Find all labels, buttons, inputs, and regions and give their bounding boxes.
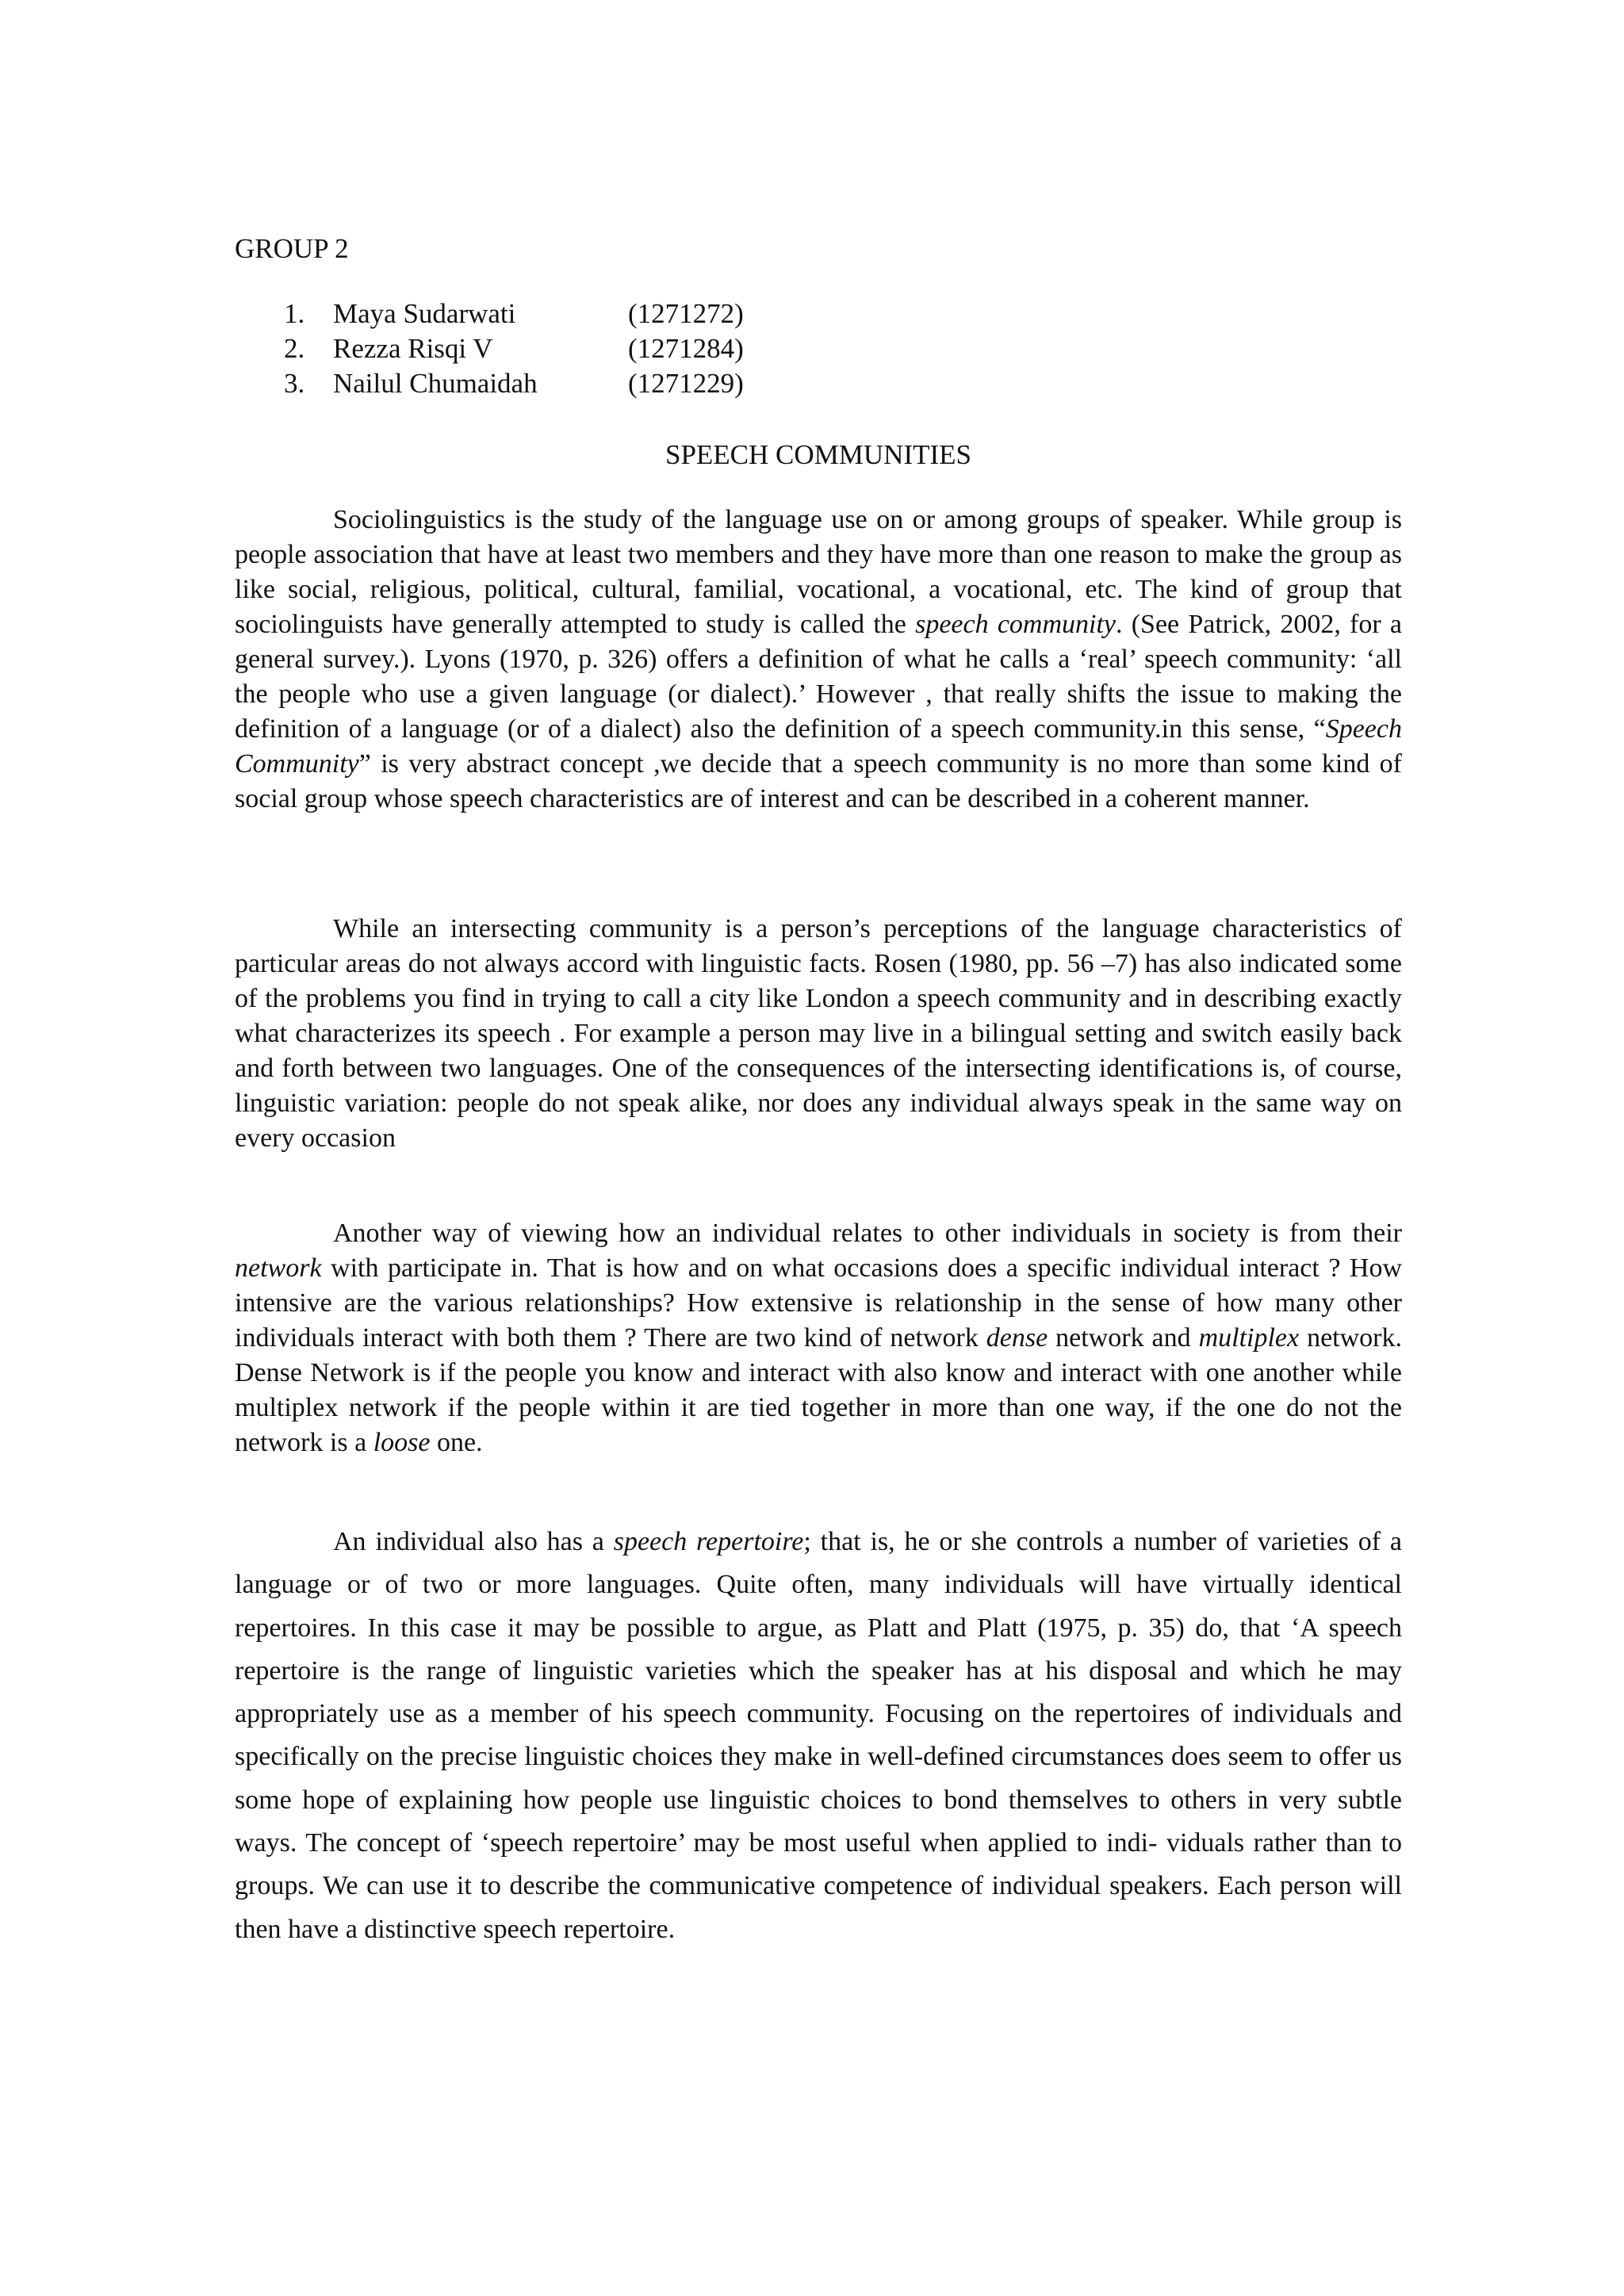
- italic-term: multiplex: [1198, 1323, 1300, 1353]
- paragraph-text: An individual also has a: [333, 1527, 614, 1556]
- paragraph-text: one.: [430, 1428, 483, 1457]
- paragraph-text: Another way of viewing how an individual relates to other individuals in society is from their: [333, 1219, 1402, 1248]
- member-list: [284, 297, 744, 401]
- member-id: (1271272): [628, 298, 744, 329]
- italic-term: Speech Community: [235, 714, 1402, 779]
- paragraph-text: network. Dense Network is if the people you know and interact with also know and interact with one another while multiplex network if the people within it are tied together in more than one way, if the one do not the network is a: [235, 1323, 1402, 1457]
- paragraph-text: Sociolinguistics is the study of the language use on or among groups of speaker. While group is people association that have at least two members and they have more than one reason to make the group as like social, religious, political, cultural, familial, vocational, a vocational, etc. The kind of group that sociolinguists have generally attempted to study is called the: [235, 505, 1402, 639]
- paragraph-speech-community: [235, 503, 1402, 817]
- italic-term: network: [235, 1253, 322, 1283]
- italic-term: dense: [986, 1323, 1048, 1353]
- paragraph-intersecting-community: [235, 912, 1402, 1156]
- member-id: (1271229): [628, 368, 744, 399]
- member-item: [284, 366, 744, 401]
- paragraph-text: with participate in. That is how and on what occasions does a specific individual interact ? How intensive are the various relationships? How extensive is relationship in the sense of how many other individuals interact with both them ? There are two kind of network: [235, 1253, 1402, 1353]
- member-item: [284, 331, 744, 366]
- member-name: Maya Sudarwati: [333, 298, 516, 329]
- paragraph-text: ” is very abstract concept ,we decide that a speech community is no more than some kind of social group whose speech characteristics are of interest and can be described in a coherent manner.: [235, 749, 1402, 813]
- italic-term: speech repertoire: [613, 1527, 804, 1556]
- member-item: [284, 297, 744, 331]
- italic-term: loose: [373, 1428, 431, 1457]
- member-name: Rezza Risqi V: [333, 333, 493, 364]
- paragraph-text: network and: [1048, 1323, 1199, 1353]
- document-title: SPEECH COMMUNITIES: [665, 439, 971, 470]
- paragraph-network: [235, 1216, 1402, 1460]
- member-number: 2.: [284, 333, 305, 364]
- paragraph-text: . (See Patrick, 2002, for a general survey.). Lyons (1970, p. 326) offers a definition of what he calls a ‘real’ speech community: ‘all the people who use a given language (or dialect).’ However , that really shifts the issue to making the definition of a language (or of a dialect) also the definition of a speech community.in this sense, “: [235, 610, 1403, 744]
- paragraph-speech-repertoire: [235, 1521, 1402, 1951]
- member-id: (1271284): [628, 333, 744, 364]
- member-number: 3.: [284, 368, 305, 399]
- paragraph-text: While an intersecting community is a person’s perceptions of the language characteristics of particular areas do not always accord with linguistic facts. Rosen (1980, pp. 56 –7) has also indicated some of the problems you find in trying to call a city like London a speech community and in describing exactly what characterizes its speech . For example a person may live in a bilingual setting and switch easily back and forth between two languages. One of the consequences of the intersecting identifications is, of course, linguistic variation: people do not speak alike, nor does any individual always speak in the same way on every occasion: [235, 914, 1402, 1153]
- member-name: Nailul Chumaidah: [333, 368, 538, 399]
- group-title: GROUP 2: [235, 233, 349, 264]
- paragraph-text: ; that is, he or she controls a number of varieties of a language or of two or more languages. Quite often, many individuals will have virtually identical repertoires. In this case it may be possible to argue, as Platt and Platt (1975, p. 35) do, that ‘A speech repertoire is the range of linguistic varieties which the speaker has at his disposal and which he may appropriately use as a member of his speech community. Focusing on the repertoires of individuals and specifically on the precise linguistic choices they make in well-defined circumstances does seem to offer us some hope of explaining how people use linguistic choices to bond themselves to others in very subtle ways. The concept of ‘speech repertoire’ may be most useful when applied to indi- viduals rather than to groups. We can use it to describe the communicative competence of individual speakers. Each person will then have a distinctive speech repertoire.: [235, 1527, 1403, 1944]
- italic-term: speech community: [915, 610, 1116, 639]
- member-number: 1.: [284, 298, 305, 329]
